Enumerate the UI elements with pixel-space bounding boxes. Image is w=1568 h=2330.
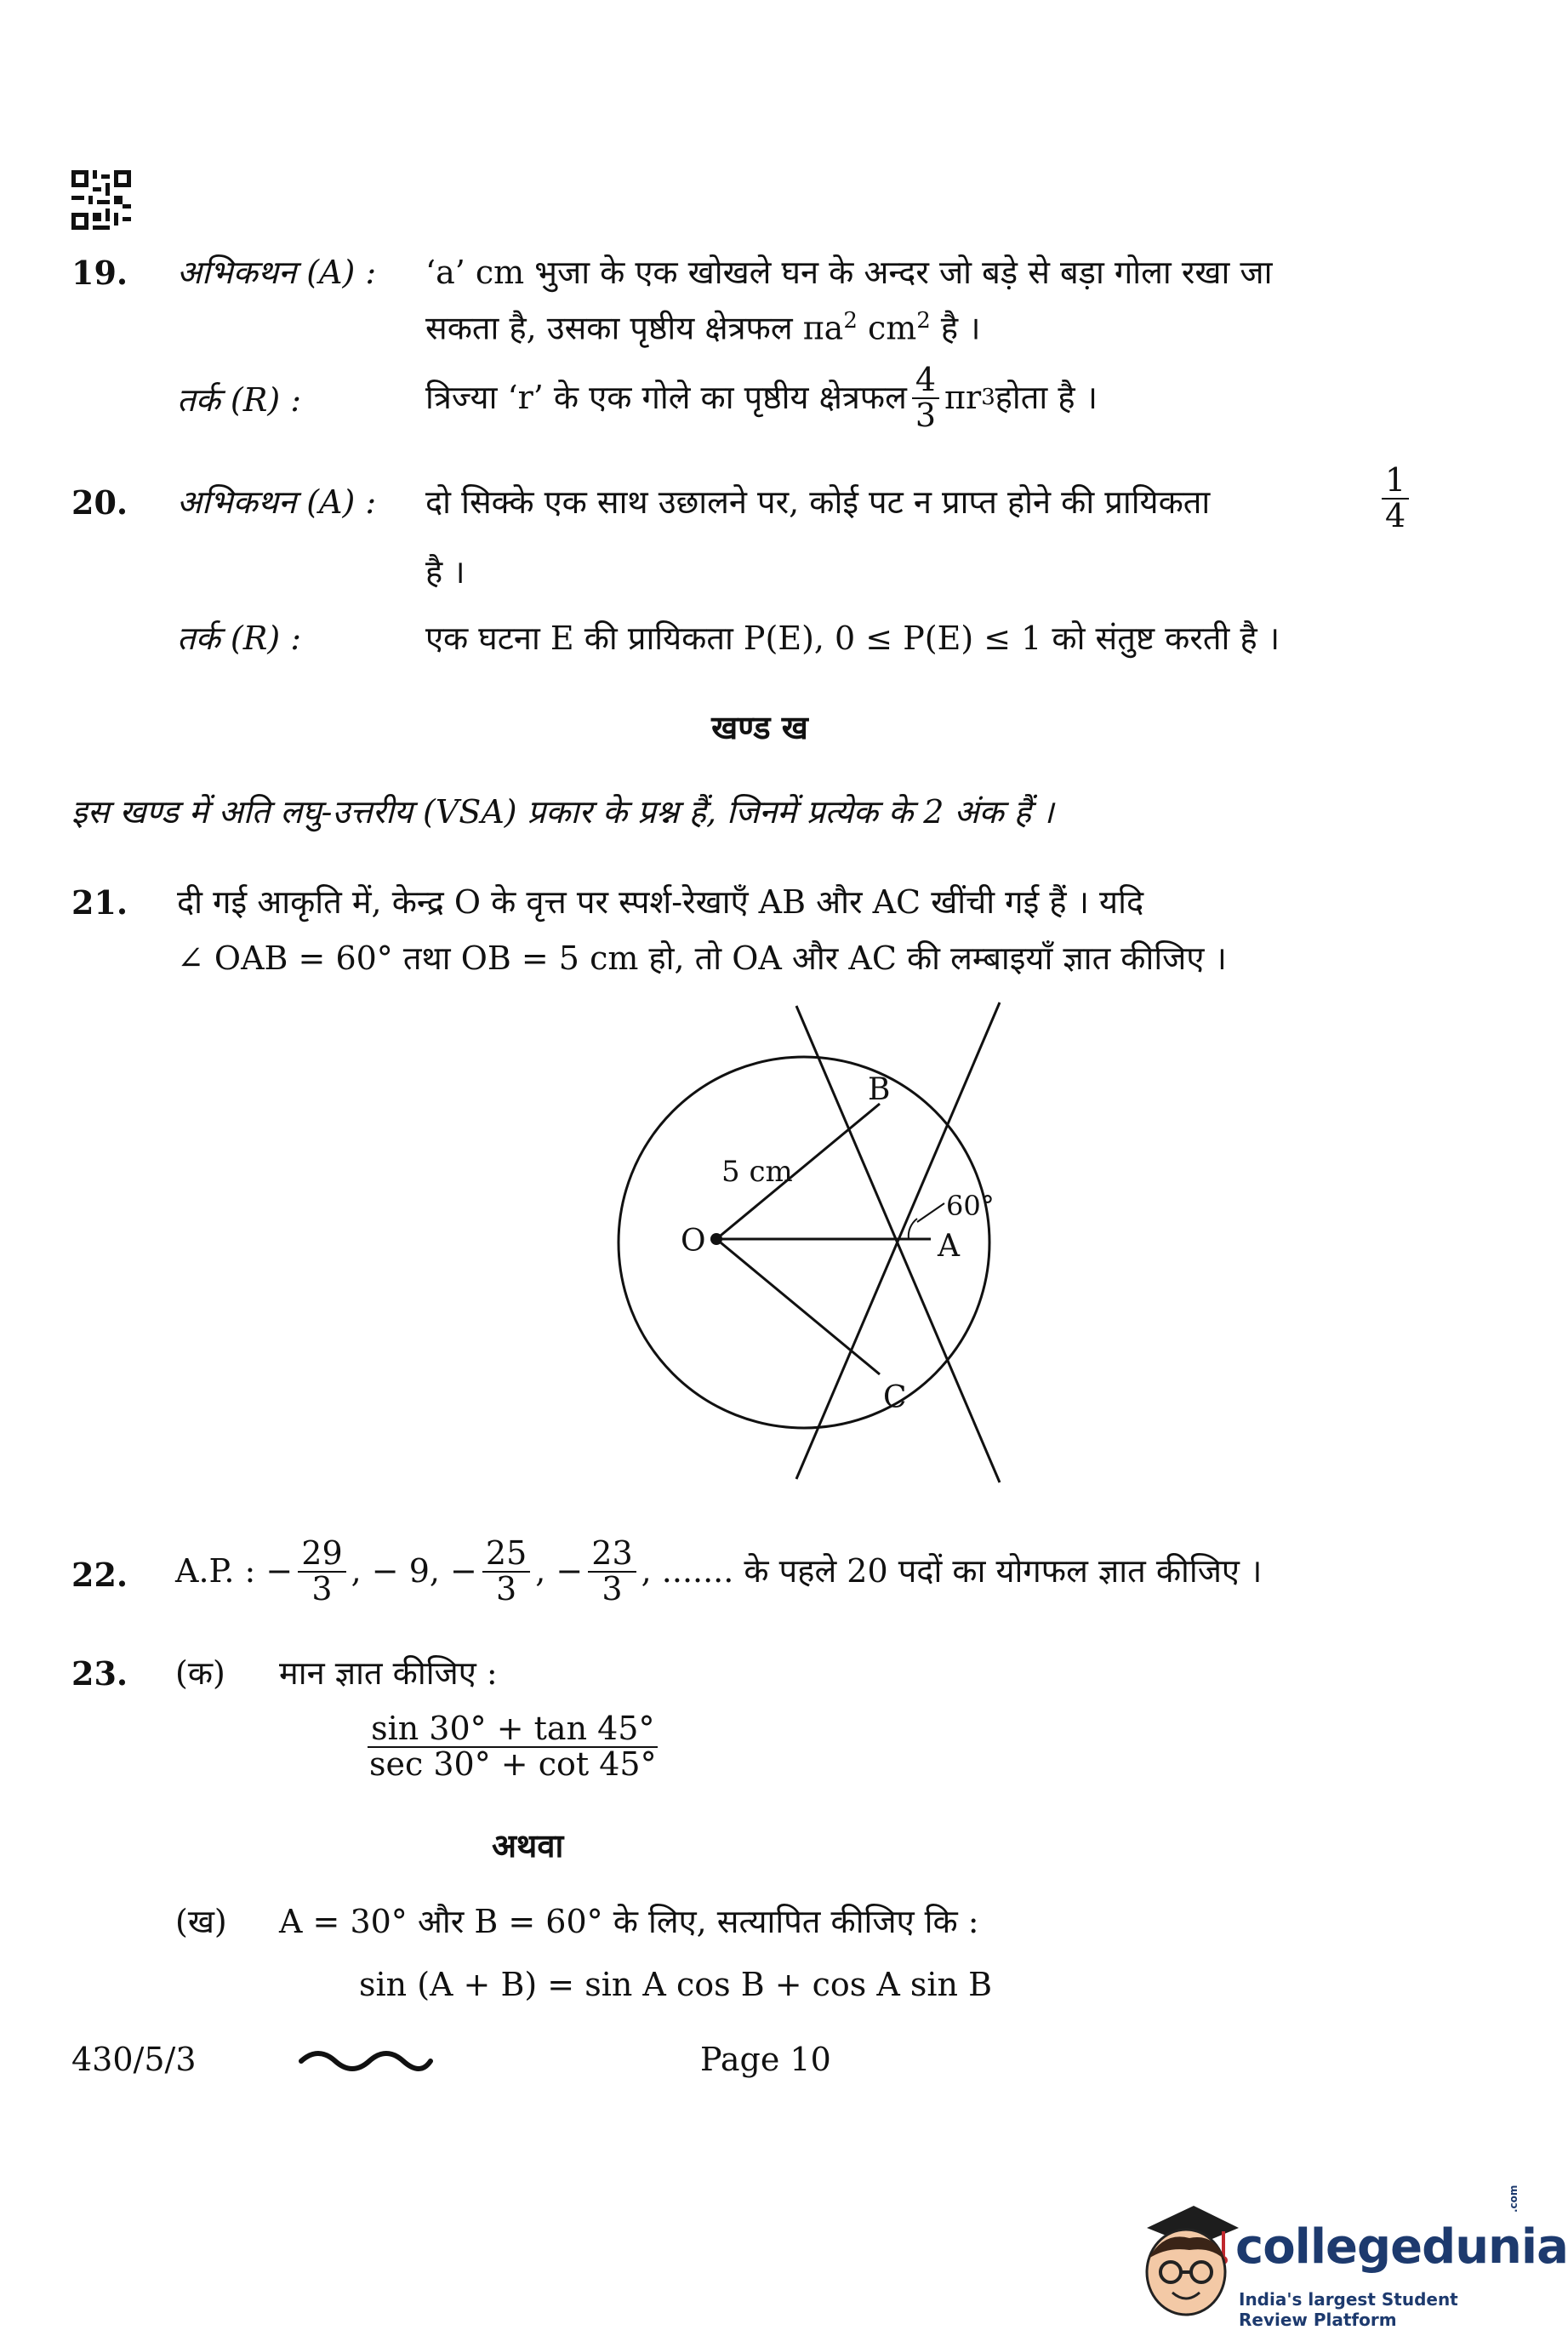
question-text-22: A.P. : − $\frac{29}{3}$ , − 9, − $\frac{25}{3}$ , − $\frac{23}{3}$ , ....... के पहले 20 पदों का योगफल ज्ञात कीजिए ।: [175, 1534, 1263, 1608]
assertion-label-19: अभिकथन (A) :: [177, 254, 377, 291]
assertion-text-20-line2: है ।: [425, 553, 465, 591]
reason-text-20: एक घटना E की प्रायिकता P(E), 0 ≤ P(E) ≤ 1 को संतुष्ट करती है ।: [425, 620, 1280, 657]
label-c: C: [883, 1380, 907, 1415]
fraction-one-quarter: $\frac{1}{4}$: [1377, 464, 1414, 534]
question-text-21-line1: दी गई आकृति में, केन्द्र O के वृत्त पर स्पर्श-रेखाएँ AB और AC खींची गई हैं । यदि: [177, 883, 1144, 921]
reason-text-19: त्रिज्या ‘r’ के एक गोले का पृष्ठीय क्षेत्रफल $\frac{4}{3}$ πr 3 होता है ।: [425, 361, 1098, 434]
reason-label-20: तर्क (R) :: [177, 620, 302, 657]
circle: [619, 1057, 989, 1428]
label-radius: 5 cm: [721, 1155, 793, 1189]
question-number-22: 22.: [71, 1556, 128, 1594]
label-angle: 60°: [946, 1190, 995, 1222]
part-b-label: (ख): [175, 1903, 227, 1940]
assertion-label-20: अभिकथन (A) :: [177, 483, 377, 521]
mascot-logo-icon: [1130, 2194, 1240, 2318]
section-title: खण्ड ख: [711, 708, 808, 746]
trig-fraction: $\frac{\sin 30^\circ + \tan 45^\circ}{\sec 30^\circ + \cot 45^\circ}$: [369, 1710, 657, 1783]
fraction-23-3: $\frac{23}{3}$: [588, 1537, 636, 1607]
qr-code-icon: [71, 170, 131, 230]
assertion-text-19-line1: ‘a’ cm भुजा के एक खोखले घन के अन्दर जो बड़े से बड़ा गोला रखा जा: [425, 254, 1273, 291]
question-number-21: 21.: [71, 883, 128, 922]
fraction-four-thirds: $\frac{4}{3}$: [912, 363, 939, 433]
brand-name: collegedunia: [1235, 2219, 1568, 2275]
page-number: Page 10: [700, 2041, 831, 2078]
tangent-circle-figure: [527, 996, 1021, 1489]
angle-pointer: [917, 1203, 944, 1222]
label-o: O: [681, 1224, 706, 1259]
question-number-19: 19.: [71, 254, 128, 292]
radius-oc: [716, 1239, 880, 1374]
brand-tagline: India's largest Student Review Platform: [1239, 2289, 1458, 2330]
section-instruction: इस खण्ड में अति लघु-उत्तरीय (VSA) प्रकार के प्रश्न हैं, जिनमें प्रत्येक के 2 अंक हैं ।: [71, 793, 1054, 831]
center-point: [710, 1233, 722, 1245]
fraction-25-3: $\frac{25}{3}$: [482, 1537, 530, 1607]
brand-domain: .com: [1508, 2184, 1520, 2213]
question-text-21-line2: ∠ OAB = 60° तथा OB = 5 cm हो, तो OA और AC की लम्बाइयाँ ज्ञात कीजिए ।: [177, 939, 1227, 977]
question-number-20: 20.: [71, 483, 128, 522]
paper-code: 430/5/3: [71, 2041, 197, 2078]
assertion-text-19-line2: सकता है, उसका पृष्ठीय क्षेत्रफल $\pi a^2$ $cm^2$ है ।: [425, 308, 981, 347]
part-b-text: A = 30° और B = 60° के लिए, सत्यापित कीजिए कि :: [279, 1903, 979, 1940]
part-a-text: मान ज्ञात कीजिए :: [279, 1654, 498, 1692]
question-number-23: 23.: [71, 1654, 128, 1693]
reason-label-19: तर्क (R) :: [177, 381, 302, 419]
or-label: अथवा: [492, 1826, 564, 1865]
angle-arc: [909, 1219, 917, 1239]
assertion-text-20-line1: दो सिक्के एक साथ उछालने पर, कोई पट न प्राप्त होने की प्रायिकता: [425, 483, 1211, 521]
wave-decoration-icon: [298, 2044, 434, 2078]
label-a: A: [938, 1229, 960, 1264]
identity-formula: sin (A + B) = sin A cos B + cos A sin B: [359, 1966, 993, 2003]
label-b: B: [868, 1072, 891, 1107]
fraction-29-3: $\frac{29}{3}$: [298, 1537, 345, 1607]
part-a-label: (क): [175, 1654, 225, 1692]
